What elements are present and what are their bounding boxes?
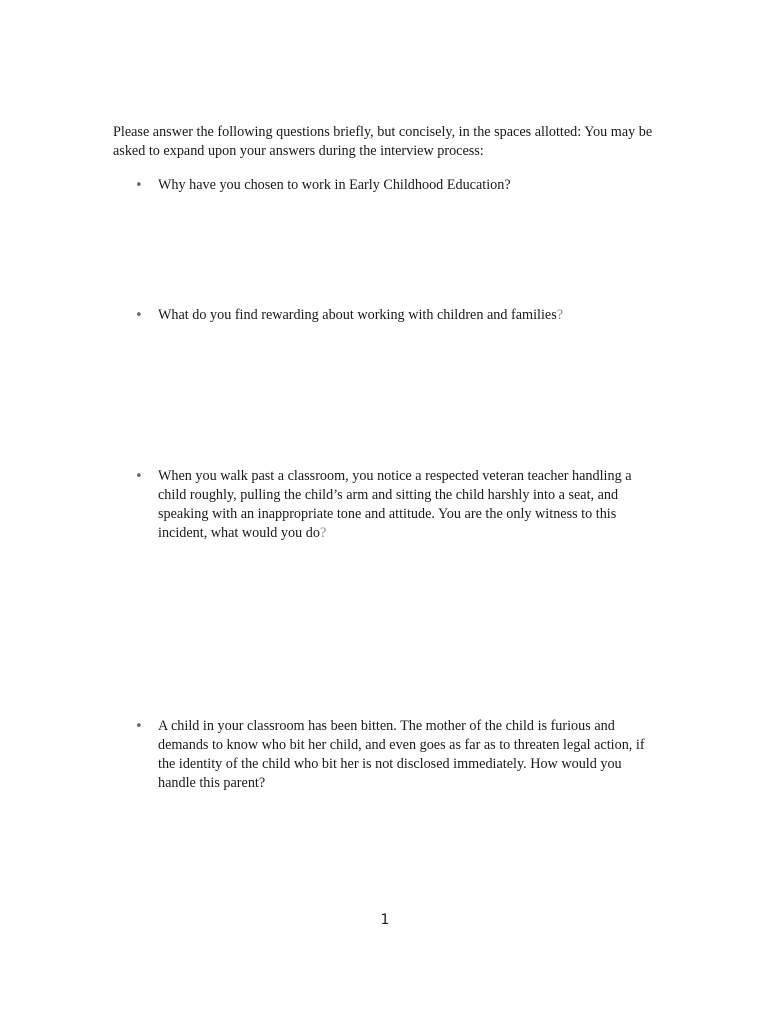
bullet-icon: • [135,469,143,484]
bullet-icon: • [135,719,143,734]
question-item [135,467,645,543]
page-number: 1 [380,912,390,928]
question-item [135,717,645,793]
bullet-icon: • [135,178,143,193]
question-text: A child in your classroom has been bitten. The mother of the child is furious and demands to know who bit her child, and even goes as far as to threaten legal action, if the identity of the child who bit her is not disclosed immediately. How would you handle this parent? [158,718,645,791]
question-text: When you walk past a classroom, you notice a respected veteran teacher handling a child roughly, pulling the child’s arm and sitting the child harshly into a seat, and speaking with an inappropriate tone and attitude. You are the only witness to this incident, what would you do? [158,468,632,541]
question-text: What do you find rewarding about working with children and families? [158,307,564,323]
question-item [135,306,645,325]
bullet-icon: • [135,308,143,323]
question-item [135,176,645,195]
question-text: Why have you chosen to work in Early Childhood Education? [158,177,511,193]
instructions-paragraph: Please answer the following questions briefly, but concisely, in the spaces allotted: You may be asked to expand upon your answers during the interview process: [113,124,653,159]
